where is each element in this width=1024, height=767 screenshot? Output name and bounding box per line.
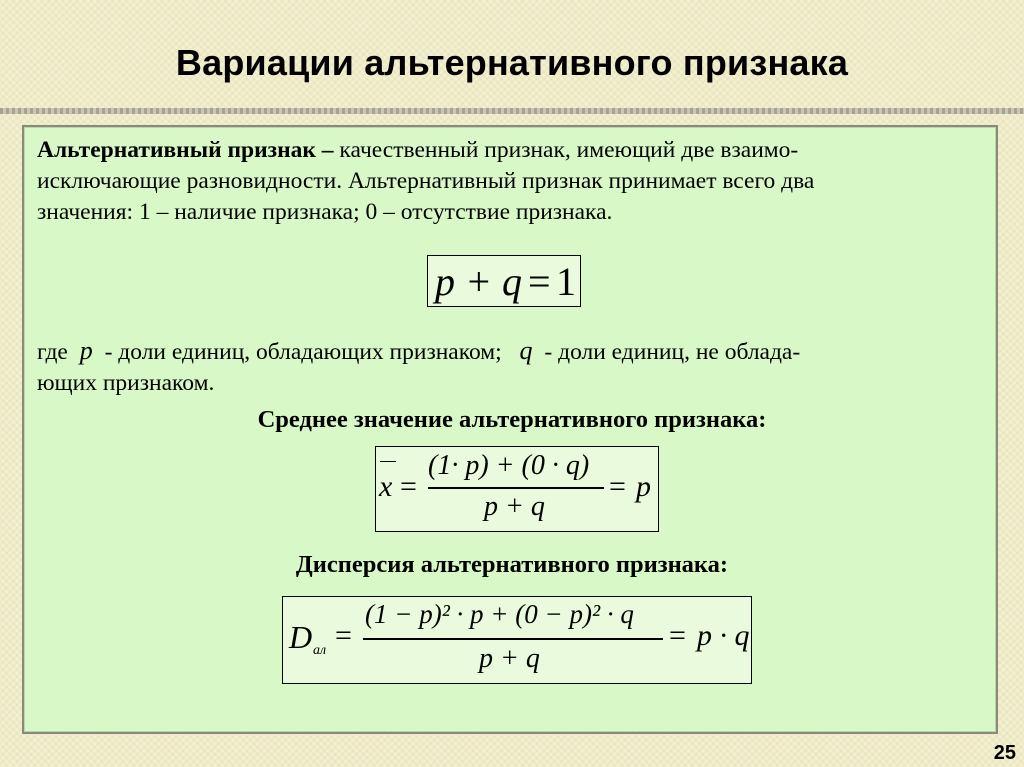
formula-variance-equals-2: = — [669, 619, 686, 652]
formula-sum-box — [427, 255, 581, 307]
explanation-q-var: q — [519, 336, 533, 365]
definition-line-3: значения: 1 – наличие признака; 0 – отсутствие признака. — [37, 199, 613, 225]
slide-title: Вариации альтернативного признака — [175, 42, 849, 83]
formula-variance-result: p · q — [697, 619, 750, 652]
explanation-line-2: ющих признаком. — [37, 370, 215, 396]
formula-sum-equals: = — [528, 259, 551, 304]
formula-mean-denominator: p + q — [484, 491, 545, 522]
formula-mean-box — [375, 446, 659, 532]
formula-mean-numerator: (1· p) + (0 · q) — [428, 450, 590, 481]
explanation-p-desc: - доли единиц, обладающих признаком; — [104, 339, 502, 365]
formula-variance-numerator: (1 − p)² · p + (0 − p)² · q — [365, 599, 634, 629]
variance-heading: Дисперсия альтернативного признака: — [295, 551, 729, 578]
formula-mean-equals: = — [400, 470, 417, 503]
definition-term: Альтернативный признак – — [37, 137, 334, 163]
formula-variance-fraction-line — [363, 638, 663, 640]
mean-heading: Среднее значение альтернативного признака: — [257, 406, 767, 433]
formula-sum-rhs: 1 — [556, 259, 576, 304]
title-divider — [0, 108, 1024, 114]
explanation-q-desc: - доли единиц, не облада- — [544, 339, 801, 365]
formula-mean-lhs: x — [379, 470, 393, 503]
explanation-p-var: p — [79, 336, 93, 365]
formula-mean-fraction-line — [428, 487, 604, 489]
definition-line-1: качественный признак, имеющий две взаимо- — [333, 137, 799, 163]
definition-paragraph — [37, 135, 987, 228]
formula-mean-equals-2: = — [609, 470, 626, 503]
explanation-paragraph — [37, 335, 987, 399]
formula-variance-denominator: p + q — [479, 643, 540, 674]
formula-variance-lhs: D — [289, 619, 313, 655]
formula-variance-equals: = — [335, 619, 352, 652]
page-number: 25 — [993, 742, 1016, 764]
mean-bar-line — [380, 461, 396, 462]
definition-line-2: исключающие разновидности. Альтернативный признак принимает всего два — [37, 168, 815, 194]
formula-variance-box — [282, 596, 752, 684]
formula-variance-subscript: ал — [313, 643, 327, 658]
formula-sum-lhs: p + q — [435, 259, 522, 304]
explanation-where: где — [37, 339, 68, 365]
formula-mean-result: p — [636, 470, 651, 503]
content-panel — [22, 125, 998, 734]
